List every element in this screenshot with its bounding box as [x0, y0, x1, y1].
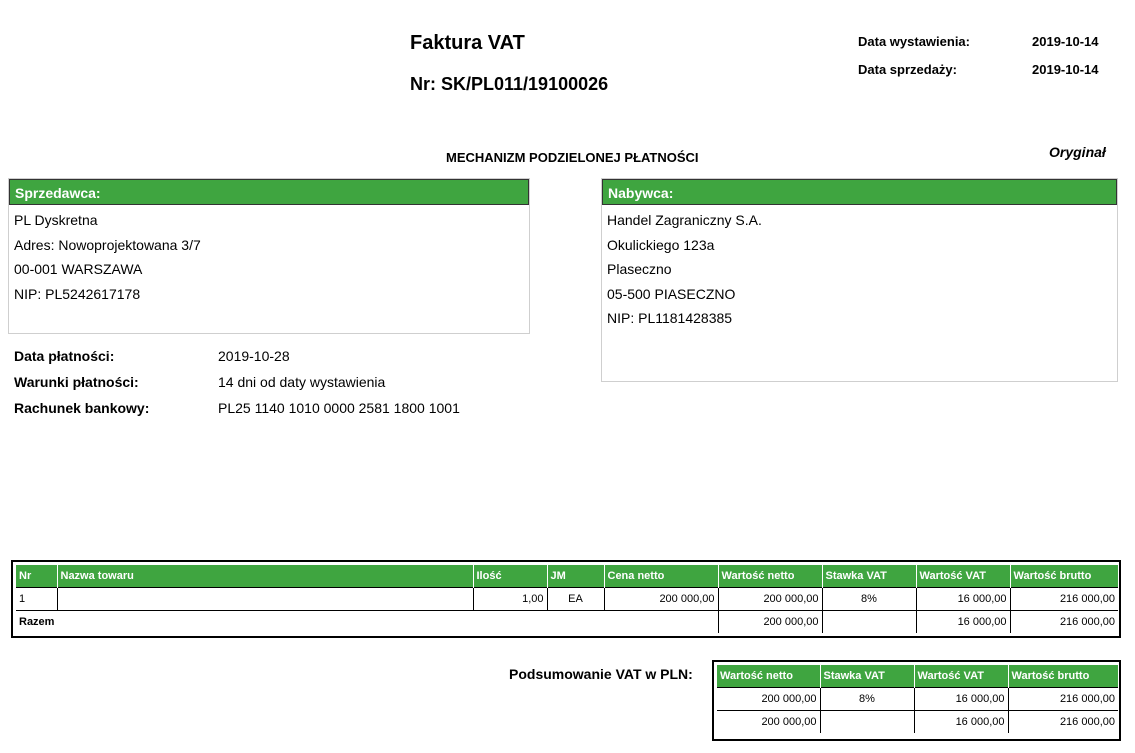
buyer-line: Handel Zagraniczny S.A. — [607, 212, 762, 228]
cell-nr: 1 — [16, 588, 57, 611]
cell-qty: 1,00 — [473, 588, 547, 611]
vat-summary-table — [712, 660, 1121, 741]
sale-date-value: 2019-10-14 — [1032, 62, 1099, 77]
seller-line: Adres: Nowoprojektowana 3/7 — [14, 236, 201, 253]
cell-net: 200 000,00 — [718, 588, 822, 611]
col-header: Stawka VAT — [822, 565, 916, 588]
buyer-heading: Nabywca: — [602, 179, 1117, 205]
invoice-title: Faktura VAT — [410, 32, 525, 54]
col-header: Nr — [16, 565, 57, 588]
col-header: JM — [547, 565, 604, 588]
buyer-line: NIP: PL1181428385 — [607, 310, 733, 326]
seller-line: NIP: PL5242617178 — [14, 285, 141, 302]
summary-gross: 216 000,00 — [1008, 688, 1118, 711]
col-header: Wartość brutto — [1008, 665, 1118, 688]
total-rate-empty — [822, 611, 916, 634]
table-row — [717, 688, 1118, 711]
summary-rate: 8% — [820, 688, 914, 711]
cell-vat: 16 000,00 — [916, 588, 1010, 611]
table-row — [16, 588, 1118, 611]
payment-date-value: 2019-10-28 — [218, 348, 290, 364]
seller-line: 00-001 WARSZAWA — [14, 261, 143, 277]
payment-terms-value: 14 dni od daty wystawienia — [218, 374, 386, 390]
payment-date-label: Data płatności: — [14, 348, 115, 364]
cell-gross: 216 000,00 — [1010, 588, 1118, 611]
cell-price: 200 000,00 — [604, 588, 718, 611]
summary-total-net: 200 000,00 — [717, 711, 820, 734]
summary-total-gross: 216 000,00 — [1008, 711, 1118, 734]
total-row — [16, 611, 1118, 634]
seller-heading: Sprzedawca: — [9, 179, 529, 205]
summary-total-rate-empty — [820, 711, 914, 734]
payment-terms-label: Warunki płatności: — [14, 374, 139, 390]
total-vat: 16 000,00 — [916, 611, 1010, 634]
seller-line: PL Dyskretna — [14, 212, 98, 228]
issue-date-value: 2019-10-14 — [1032, 34, 1099, 49]
col-header: Wartość VAT — [914, 665, 1008, 688]
cell-name — [57, 588, 473, 611]
col-header: Cena netto — [604, 565, 718, 588]
col-header: Ilość — [473, 565, 547, 588]
cell-rate: 8% — [822, 588, 916, 611]
col-header: Wartość VAT — [916, 565, 1010, 588]
summary-header-row — [717, 665, 1118, 688]
summary-net: 200 000,00 — [717, 688, 820, 711]
seller-box — [8, 178, 530, 334]
cell-unit: EA — [547, 588, 604, 611]
invoice-number: Nr: SK/PL011/19100026 — [410, 74, 609, 94]
total-net: 200 000,00 — [718, 611, 822, 634]
col-header: Wartość brutto — [1010, 565, 1118, 588]
buyer-box — [601, 178, 1118, 382]
summary-total-vat: 16 000,00 — [914, 711, 1008, 734]
buyer-line: Okulickiego 123a — [607, 236, 715, 253]
buyer-line: Plaseczno — [607, 261, 672, 277]
col-header: Nazwa towaru — [57, 565, 473, 588]
summary-vat: 16 000,00 — [914, 688, 1008, 711]
items-header-row — [16, 565, 1118, 588]
vat-summary-label: Podsumowanie VAT w PLN: — [509, 666, 693, 682]
sale-date-label: Data sprzedaży: — [858, 62, 957, 77]
col-header: Wartość netto — [718, 565, 822, 588]
bank-account-value: PL25 1140 1010 0000 2581 1800 1001 — [218, 400, 460, 416]
split-payment-mechanism: MECHANIZM PODZIELONEJ PŁATNOŚCI — [446, 150, 699, 165]
col-header: Stawka VAT — [820, 665, 914, 688]
summary-total-row — [717, 711, 1118, 734]
items-table — [11, 560, 1121, 638]
issue-date-label: Data wystawienia: — [858, 34, 970, 49]
bank-account-label: Rachunek bankowy: — [14, 400, 150, 416]
total-label: Razem — [16, 611, 718, 634]
original-label: Oryginał — [1049, 144, 1106, 160]
total-gross: 216 000,00 — [1010, 611, 1118, 634]
buyer-line: 05-500 PIASECZNO — [607, 285, 736, 302]
col-header: Wartość netto — [717, 665, 820, 688]
